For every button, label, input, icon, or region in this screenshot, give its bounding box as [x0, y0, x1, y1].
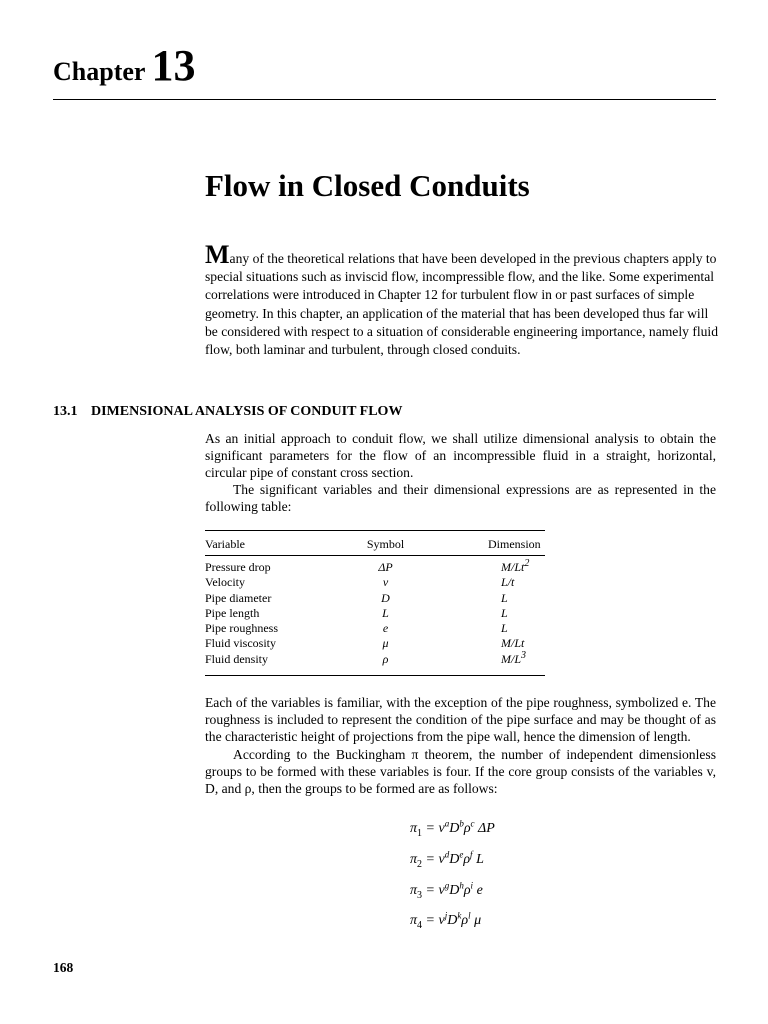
- intro-text: any of the theoretical relations that have been developed in the previous chapters apply to special situations such as inviscid flow, incompressible flow, and the like. Some experimental correlations were introduced in Chapter 12 for turbulent flow in or past surfaces of simple geometry. In this chapter, an application of the material that has been developed thus far will be considered with respect to a situation of considerable engineering importance, namely fluid flow, both laminar and turbulent, through closed conduits.: [205, 251, 718, 358]
- table-cell-variable: Fluid density: [205, 651, 269, 666]
- table-cell-variable: Fluid viscosity: [205, 636, 277, 651]
- paragraph-2: The significant variables and their dimensional expressions are as represented in the following table:: [205, 482, 716, 514]
- paragraph-3: Each of the variables is familiar, with the exception of the pipe roughness, symbolized e. The roughness is included to represent the condition of the pipe surface and may be thought of as the characteristic height of projections from the pipe wall, hence the dimension of length.: [205, 695, 716, 744]
- table-cell-dimension: L/t: [501, 575, 515, 590]
- section-title: DIMENSIONAL ANALYSIS OF CONDUIT FLOW: [91, 404, 403, 419]
- chapter-number: 13: [151, 41, 196, 90]
- table-cell-variable: Pipe roughness: [205, 621, 278, 636]
- table-row: [205, 591, 545, 606]
- table-cell-dimension: $M/L^3$: [501, 649, 527, 666]
- equation-pi-3: $\pi_3 = v^gD^h\rho^i$ e: [410, 879, 483, 901]
- table-row: [205, 606, 545, 621]
- table-cell-dimension: L: [501, 590, 508, 605]
- table-cell-dimension: M/Lt$^2$: [501, 558, 530, 574]
- table-cell-variable: Pipe length: [205, 605, 260, 620]
- table-header-rule: [205, 555, 545, 556]
- page-title: Flow in Closed Conduits: [205, 168, 530, 203]
- table-cell-symbol: μ: [382, 636, 389, 651]
- equation-block: [410, 816, 495, 939]
- table-cell-symbol: L: [382, 605, 389, 620]
- table-cell-dimension: L: [501, 605, 508, 620]
- table-header-variable: Variable: [205, 537, 245, 551]
- paragraph-4: According to the Buckingham π theorem, the number of independent dimensionless groups to be formed with these variables is four. If the core group consists of the variables v, D, and ρ, then the groups to be formed are as follows:: [205, 747, 716, 796]
- table-row: [205, 636, 545, 651]
- table-cell-symbol: ρ: [382, 651, 389, 666]
- table-cell-dimension: M/Lt: [501, 636, 525, 651]
- table-body: [205, 560, 545, 667]
- paragraph-1: As an initial approach to conduit flow, we shall utilize dimensional analysis to obtain the significant parameters for the flow of an incompressible fluid in a straight, horizontal, circular pipe of constant cross section.: [205, 431, 716, 480]
- table-row: [205, 575, 545, 590]
- table-row: [205, 560, 545, 575]
- table-bottom-rule: [205, 675, 545, 676]
- equation-pi-1: $\pi_1 = v^aD^b\rho^c$ ΔP: [410, 818, 495, 839]
- table-cell-variable: Velocity: [205, 575, 245, 590]
- section-number: 13.1: [53, 404, 78, 419]
- table-header-symbol: Symbol: [366, 537, 405, 551]
- section-heading: [53, 404, 402, 420]
- chapter-rule: [53, 99, 716, 100]
- intro-paragraph: [205, 240, 720, 359]
- page-number: 168: [53, 960, 74, 975]
- table-cell-dimension: L: [501, 621, 508, 636]
- table-row: [205, 649, 545, 667]
- drop-cap: M: [205, 240, 230, 269]
- table-row: [205, 621, 545, 636]
- table-cell-symbol: e: [382, 621, 389, 636]
- table-cell-symbol: ΔP: [378, 560, 393, 574]
- table-cell-variable: Pipe diameter: [205, 590, 272, 605]
- table-top-rule: [205, 530, 545, 531]
- chapter-heading: [53, 40, 195, 91]
- equation-pi-2: $\pi_2 = v^dD^e\rho^f$ L: [410, 849, 484, 870]
- table-header-dimension: Dimension: [488, 537, 541, 551]
- table-cell-variable: Pressure drop: [205, 560, 271, 574]
- equation-pi-4: $\pi_4 = v^jD^k\rho^l$ μ: [410, 910, 482, 932]
- chapter-word: Chapter: [53, 57, 146, 86]
- table-cell-symbol: D: [381, 590, 390, 605]
- table-cell-symbol: v: [382, 575, 389, 590]
